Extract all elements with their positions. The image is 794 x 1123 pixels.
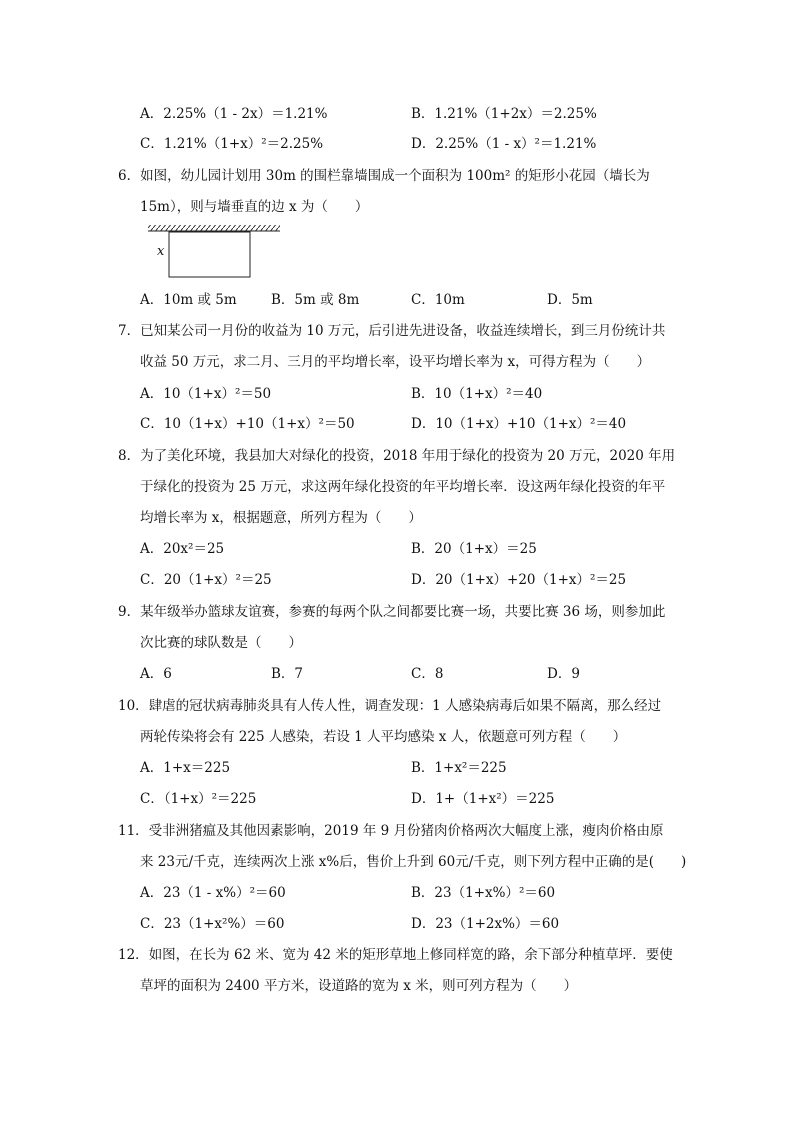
option-text: 8 [434,666,444,682]
q6-option-b [271,291,359,309]
q5-option-a [140,105,327,123]
option-text: 1.21%（1+x）²＝2.25% [163,136,324,152]
option-text: （1+x）²＝225 [163,791,257,807]
question-number: 10． [118,698,149,714]
option-label: A． [140,292,164,308]
option-label: B． [411,760,435,776]
q8-line-3 [140,509,422,527]
option-label: A． [140,106,164,122]
q10-line-2 [140,728,626,746]
option-label: C． [140,416,164,432]
option-label: B． [411,386,435,402]
option-text: 23（1+2x%）＝60 [435,916,560,932]
q9-option-a [140,665,172,683]
q7-option-b [411,385,542,403]
q9-option-c [411,665,443,683]
q8-option-d [411,571,626,589]
q10-option-d [411,790,554,808]
question-text: 已知某公司一月份的收益为 10 万元，后引进先进设备，收益连续增长，到三月份统计共 [140,323,666,339]
option-text: 10（1+x）+10（1+x）²＝40 [435,416,627,432]
q8-option-a [140,540,224,558]
question-text: 于绿化的投资为 25 万元，求这两年绿化投资的年平均增长率．设这两年绿化投资的年平 [140,479,666,495]
question-text: 收益 50 万元，求二月、三月的平均增长率，设平均增长率为 x，可得方程为（ ） [140,354,651,370]
option-label: C． [411,292,435,308]
option-text: 7 [294,666,304,682]
q8-line-2 [140,478,665,496]
question-text: 肆虐的冠状病毒肺炎具有人传人性，调查发现：1 人感染病毒后如果不隔离，那么经过 [148,698,662,714]
option-label: C． [140,136,164,152]
q5-option-b [411,105,597,123]
question-text: 受非洲猪瘟及其他因素影响，2019 年 9 月份猪肉价格两次大幅度上涨，瘦肉价格由原 [148,823,664,839]
q11-option-c [140,915,284,933]
q11-line-2 [140,853,686,871]
question-text: 来 23元/千克，连续两次上涨 x%后，售价上升到 60元/千克，则下列方程中正确的是( ) [140,854,687,870]
option-text: 9 [571,666,580,682]
q6-line-2 [140,198,368,216]
q10-option-c [140,790,256,808]
option-label: D． [547,666,572,682]
q7-option-a [140,385,271,403]
question-number: 6． [118,168,141,184]
option-label: C． [140,572,164,588]
question-text: 均增长率为 x，根据题意，所列方程为（ ） [140,510,422,526]
option-label: C． [140,791,164,807]
option-text: 20（1+x）+20（1+x）²＝25 [435,572,627,588]
x-label: x [157,244,165,259]
question-text: 如图，幼儿园计划用 30m 的围栏靠墙围成一个面积为 100m² 的矩形小花园（墙长为 [140,168,650,184]
q5-option-d [411,135,596,153]
option-label: A． [140,885,164,901]
q11-option-d [411,915,559,933]
option-text: 10（1+x）²＝40 [434,386,543,402]
question-text: 如图，在长为 62 米、宽为 42 米的矩形草地上修同样宽的路，余下部分种植草坪．要使 [148,947,673,963]
option-text: 20x²＝25 [163,541,225,557]
question-text: 15m），则与墙垂直的边 x 为（ ） [140,199,369,215]
option-label: D． [411,416,436,432]
option-label: A． [140,666,164,682]
q11-option-a [140,884,286,902]
q9-line-2 [140,634,302,652]
option-text: 1+x＝225 [163,760,231,776]
option-label: C． [140,916,164,932]
q10-option-b [411,759,507,777]
option-label: D． [411,136,436,152]
option-label: B． [411,885,435,901]
option-text: 1+x²＝225 [434,760,507,776]
q9-option-b [271,665,303,683]
option-text: 10m [434,292,465,308]
q12-line-1 [118,946,673,964]
question-number: 11． [118,823,149,839]
option-text: 23（1+x²%）＝60 [163,916,285,932]
option-label: D． [411,916,436,932]
q10-line-1 [118,697,661,715]
option-text: 10m 或 5m [163,292,237,308]
question-text: 草坪的面积为 2400 平方米，设道路的宽为 x 米，则可列方程为（ ） [140,978,578,994]
question-text: 为了美化环境，我县加大对绿化的投资，2018 年用于绿化的投资为 20 万元，2020 年用 [140,448,676,464]
q10-option-a [140,759,230,777]
q8-line-1 [118,447,675,465]
wall-hatch [148,225,280,231]
q6-option-c [411,291,465,309]
option-label: B． [271,292,295,308]
q6-option-a [140,291,237,309]
q7-option-d [411,415,626,433]
question-number: 7． [118,323,141,339]
option-label: A． [140,541,164,557]
option-label: D． [411,791,436,807]
q7-line-1 [118,322,665,340]
option-text: 1+（1+x²）＝225 [435,791,555,807]
option-text: 5m 或 8m [294,292,360,308]
q6-line-1 [118,167,650,185]
q8-option-c [140,571,272,589]
option-label: A． [140,760,164,776]
garden-rectangle [169,232,250,277]
option-label: B． [411,106,435,122]
q6-option-d [547,291,593,309]
option-label: B． [411,541,435,557]
q8-option-b [411,540,537,558]
option-text: 5m [571,292,593,308]
question-number: 9． [118,604,141,620]
option-text: 23（1 - x%）²＝60 [163,885,286,901]
q7-option-c [140,415,355,433]
q11-line-1 [118,822,664,840]
option-label: C． [411,666,435,682]
option-text: 10（1+x）²＝50 [163,386,272,402]
option-text: 1.21%（1+2x）＝2.25% [434,106,597,122]
question-number: 12． [118,947,149,963]
option-label: B． [271,666,295,682]
option-text: 23（1+x%）²＝60 [434,885,556,901]
q12-line-2 [140,977,577,995]
q11-option-b [411,884,555,902]
q9-line-1 [118,603,665,621]
option-text: 20（1+x）²＝25 [163,572,272,588]
question-text: 次比赛的球队数是（ ） [140,635,302,651]
question-text: 某年级举办篮球友谊赛，参赛的每两个队之间都要比赛一场，共要比赛 36 场，则参加此 [140,604,666,620]
question-text: 两轮传染将会有 225 人感染，若设 1 人平均感染 x 人，依题意可列方程（ ） [140,729,627,745]
option-label: D． [411,572,436,588]
option-label: D． [547,292,572,308]
option-text: 10（1+x）+10（1+x）²＝50 [163,416,355,432]
option-text: 20（1+x）＝25 [434,541,537,557]
q5-option-c [140,135,323,153]
option-text: 2.25%（1 - x）²＝1.21% [435,136,597,152]
option-text: 2.25%（1 - 2x）＝1.21% [163,106,328,122]
wall-rectangle-diagram [148,222,288,282]
option-text: 6 [163,666,172,682]
q9-option-d [547,665,580,683]
q7-line-2 [140,353,650,371]
question-number: 8． [118,448,141,464]
option-label: A． [140,386,164,402]
